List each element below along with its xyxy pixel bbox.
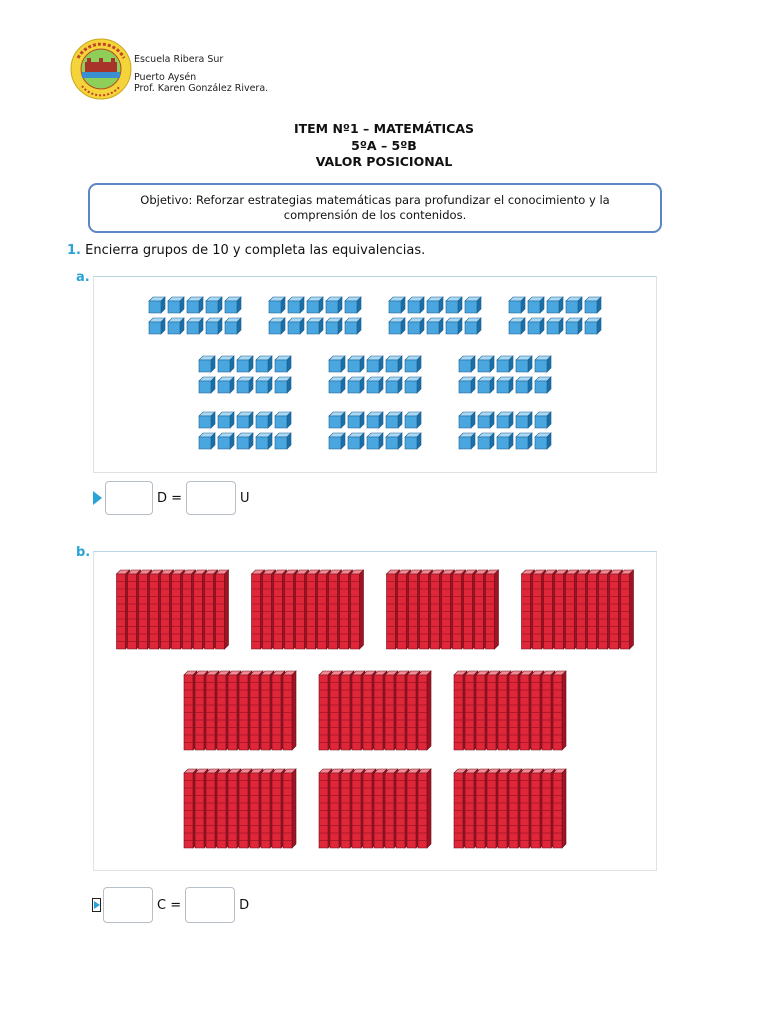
unit-cube (528, 318, 544, 334)
unit-cube (566, 297, 582, 313)
unit-cube (206, 297, 222, 313)
unit-cube (408, 318, 424, 334)
part-a-letter: a. (76, 270, 90, 285)
rod-group (319, 671, 431, 750)
unit-cube (386, 433, 402, 449)
unit-cube (386, 377, 402, 393)
hundreds-answer-box[interactable] (103, 887, 153, 923)
play-arrow-icon (92, 898, 101, 912)
objective-box: Objetivo: Reforzar estrategias matemáticas para profundizar el conocimiento y la comprensión de los contenidos. (88, 183, 662, 233)
unit-cube (367, 356, 383, 372)
unit-cube (275, 433, 291, 449)
unit-cube (547, 297, 563, 313)
unit-cube (237, 412, 253, 428)
unit-cube (218, 412, 234, 428)
play-arrow-icon (93, 491, 102, 505)
unit-cube (288, 297, 304, 313)
unit-cube (497, 377, 513, 393)
unit-cube (516, 412, 532, 428)
unit-cube (218, 356, 234, 372)
title-line-1: ITEM Nº1 – MATEMÁTICAS (293, 121, 475, 136)
unit-cube (237, 356, 253, 372)
tens-answer-box-b[interactable] (185, 887, 235, 923)
unit-cube (329, 433, 345, 449)
equals-label-a: D = (157, 490, 183, 506)
unit-cube (405, 412, 421, 428)
unit-cube (237, 377, 253, 393)
cube-group (329, 356, 421, 393)
unit-cube (288, 318, 304, 334)
cube-group (329, 412, 421, 449)
school-info (134, 54, 268, 94)
unit-cube (348, 377, 364, 393)
unit-cube (459, 356, 475, 372)
part-b-letter: b. (76, 545, 91, 560)
part-b-panel (93, 551, 657, 871)
unit-cube (275, 412, 291, 428)
unit-cube (199, 412, 215, 428)
unit-cube (345, 297, 361, 313)
unit-cube (535, 433, 551, 449)
equals-label-b: C = (157, 897, 182, 913)
unit-cube (237, 433, 253, 449)
unit-cube (225, 318, 241, 334)
unit-cube (256, 356, 272, 372)
ten-rod (486, 570, 499, 649)
unit-cube (348, 433, 364, 449)
ten-rod (553, 769, 566, 848)
ten-rod (621, 570, 634, 649)
unit-cube (256, 433, 272, 449)
unit-cube (149, 297, 165, 313)
unit-cube (535, 412, 551, 428)
unit-cube (446, 318, 462, 334)
tens-answer-box[interactable] (105, 481, 153, 515)
ten-rod (283, 769, 296, 848)
ten-rod (553, 671, 566, 750)
unit-cube (199, 433, 215, 449)
unit-cube (478, 377, 494, 393)
unit-cube (427, 297, 443, 313)
rod-group (319, 769, 431, 848)
unit-cube (187, 297, 203, 313)
unit-cube (329, 377, 345, 393)
unit-cube (149, 318, 165, 334)
unit-cube (405, 377, 421, 393)
part-b-equation (92, 887, 253, 923)
unit-cube (389, 318, 405, 334)
unit-cube (427, 318, 443, 334)
title-line-2: 5ºA – 5ºB (351, 137, 417, 153)
unit-cube (585, 318, 601, 334)
unit-cube (528, 297, 544, 313)
unit-cube (516, 377, 532, 393)
unit-cube (348, 412, 364, 428)
page-title (0, 121, 768, 171)
unit-cube (329, 356, 345, 372)
unit-cube (585, 297, 601, 313)
unit-cube (187, 318, 203, 334)
cube-group (199, 412, 291, 449)
unit-cube (199, 377, 215, 393)
unit-cube (367, 412, 383, 428)
rod-group (184, 769, 296, 848)
cube-group (459, 412, 551, 449)
ten-rod (418, 671, 431, 750)
ten-rod (216, 570, 229, 649)
part-a-panel (93, 276, 657, 473)
unit-cubes-figure (94, 277, 656, 472)
unit-cube (367, 433, 383, 449)
school-name: Escuela Ribera Sur (134, 54, 224, 65)
unit-cube (326, 318, 342, 334)
unit-cube (478, 356, 494, 372)
rod-group (252, 570, 364, 649)
unit-cube (168, 297, 184, 313)
teacher-name: Prof. Karen González Rivera. (134, 83, 269, 94)
ten-rod (351, 570, 364, 649)
cube-group (199, 356, 291, 393)
rod-group (184, 671, 296, 750)
unit-cube (389, 297, 405, 313)
title-line-3: VALOR POSICIONAL (315, 154, 453, 169)
unit-cube (497, 356, 513, 372)
unit-cube (348, 356, 364, 372)
unit-cube (516, 356, 532, 372)
unit-cube (405, 433, 421, 449)
unit-cube (386, 412, 402, 428)
school-city: Puerto Aysén (134, 72, 197, 83)
cube-group (509, 297, 601, 334)
cube-group (389, 297, 481, 334)
unit-cube (326, 297, 342, 313)
unit-cube (516, 433, 532, 449)
unit-cube (367, 377, 383, 393)
unit-cube (345, 318, 361, 334)
question-number: 1. (67, 243, 81, 258)
unit-cube (446, 297, 462, 313)
unit-cube (269, 318, 285, 334)
unit-cube (459, 412, 475, 428)
tens-label: D (239, 897, 250, 913)
unit-cube (497, 433, 513, 449)
ten-rods-figure (94, 552, 656, 870)
unit-cube (199, 356, 215, 372)
unit-cube (547, 318, 563, 334)
unit-cube (478, 433, 494, 449)
unit-cube (497, 412, 513, 428)
unit-cube (256, 412, 272, 428)
unit-cube (225, 297, 241, 313)
unit-cube (386, 356, 402, 372)
units-label: U (240, 490, 250, 506)
unit-cube (465, 318, 481, 334)
rod-group (454, 769, 566, 848)
unit-cube (206, 318, 222, 334)
unit-cube (459, 433, 475, 449)
cube-group (149, 297, 241, 334)
question-text: Encierra grupos de 10 y completa las equivalencias. (85, 243, 426, 258)
unit-cube (275, 377, 291, 393)
unit-cube (478, 412, 494, 428)
unit-cube (218, 433, 234, 449)
part-a-equation (93, 481, 254, 515)
ten-rod (283, 671, 296, 750)
units-answer-box[interactable] (186, 481, 236, 515)
unit-cube (275, 356, 291, 372)
question-1 (67, 243, 425, 258)
unit-cube (459, 377, 475, 393)
unit-cube (535, 377, 551, 393)
unit-cube (307, 318, 323, 334)
cube-group (459, 356, 551, 393)
unit-cube (256, 377, 272, 393)
unit-cube (566, 318, 582, 334)
cube-group (269, 297, 361, 334)
unit-cube (269, 297, 285, 313)
unit-cube (535, 356, 551, 372)
rod-group (454, 671, 566, 750)
rod-group (117, 570, 229, 649)
unit-cube (329, 412, 345, 428)
rod-group (522, 570, 634, 649)
unit-cube (408, 297, 424, 313)
unit-cube (218, 377, 234, 393)
unit-cube (168, 318, 184, 334)
ten-rod (418, 769, 431, 848)
unit-cube (307, 297, 323, 313)
unit-cube (465, 297, 481, 313)
school-logo (70, 38, 132, 100)
unit-cube (405, 356, 421, 372)
rod-group (387, 570, 499, 649)
unit-cube (509, 297, 525, 313)
unit-cube (509, 318, 525, 334)
